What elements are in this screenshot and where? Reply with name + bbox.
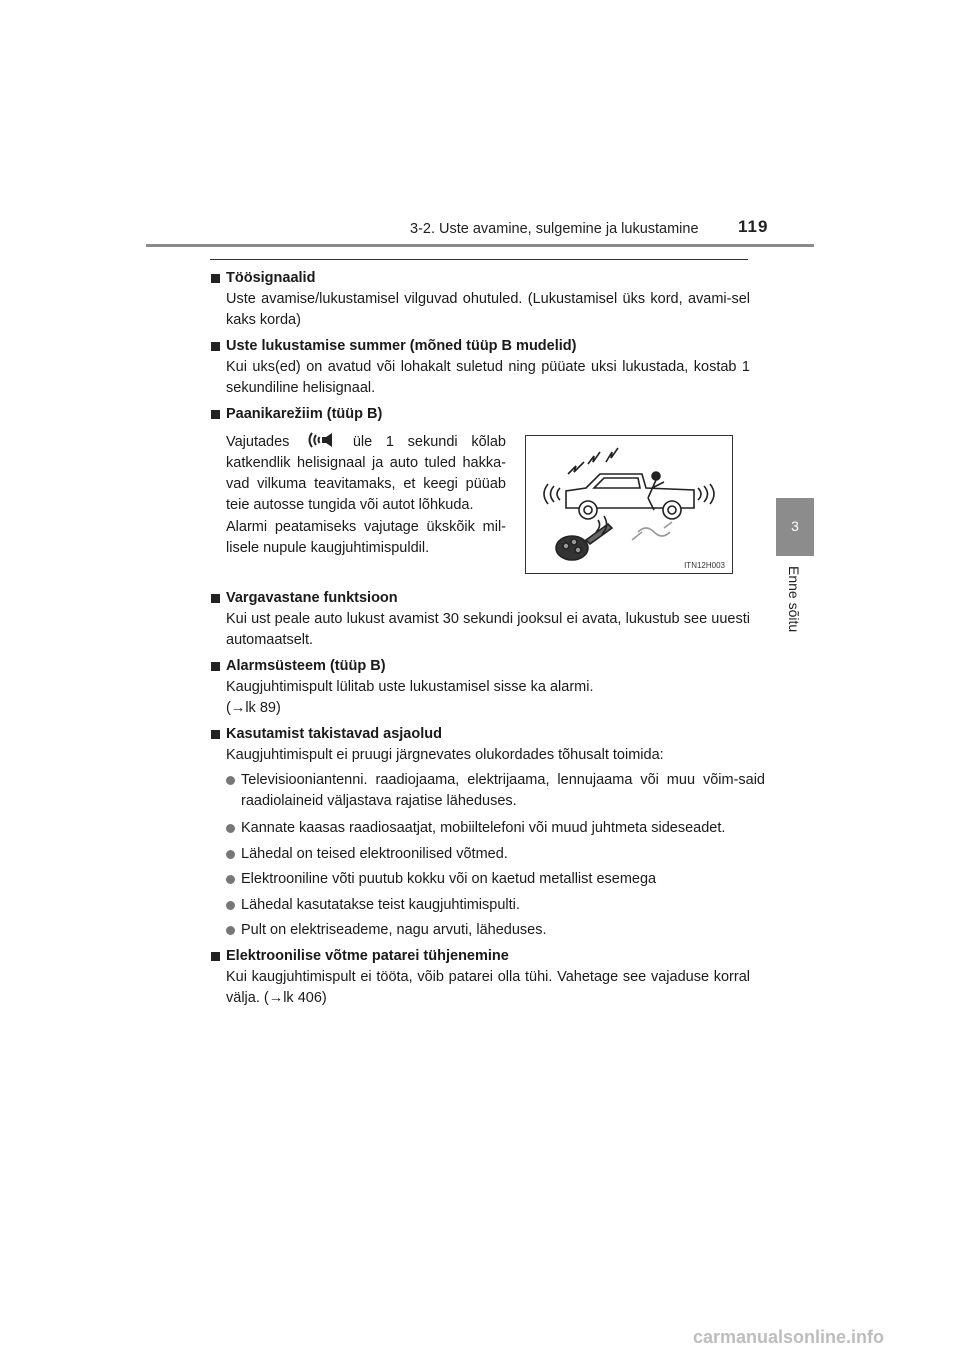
panic-button-icon: [303, 431, 339, 449]
panic-paragraph-2: Alarmi peatamiseks vajutage ükskõik mil-lisele nupule kaugjuhtimispuldil.: [226, 519, 506, 556]
list-item: Elektrooniline võti puutub kokku või on kaetud metallist esemega: [226, 869, 765, 890]
page-reference-link[interactable]: (→lk 89): [226, 700, 281, 716]
section-heading: Uste lukustamise summer (mõned tüüp B mudelid): [226, 338, 577, 354]
square-bullet-icon: [211, 952, 220, 961]
section-anti-theft: [210, 588, 750, 651]
round-bullet-icon: [226, 824, 235, 833]
section-heading: Alarmsüsteem (tüüp B): [226, 658, 386, 674]
header-divider: [146, 244, 814, 247]
figure-caption: ITN12H003: [684, 561, 725, 570]
chapter-tab-label: Enne sõitu: [786, 566, 802, 633]
watermark: carmanualsonline.info: [693, 1327, 885, 1347]
round-bullet-icon: [226, 926, 235, 935]
round-bullet-icon: [226, 875, 235, 884]
square-bullet-icon: [211, 274, 220, 283]
list-item: Lähedal kasutatakse teist kaugjuhtimispulti.: [226, 895, 765, 916]
car-alarm-illustration: [525, 435, 733, 574]
square-bullet-icon: [211, 342, 220, 351]
chapter-tab[interactable]: [776, 498, 814, 556]
section-operation-signals: [210, 268, 750, 331]
page-number: 119: [738, 217, 769, 236]
section-heading: Vargavastane funktsioon: [226, 590, 398, 606]
section-usage-conditions: [210, 724, 750, 766]
content-divider: [210, 259, 748, 260]
header-section-title: 3-2. Uste avamine, sulgemine ja lukustamine: [410, 221, 699, 237]
round-bullet-icon: [226, 776, 235, 785]
chapter-tab-number: 3: [791, 518, 799, 534]
section-body: Kui kaugjuhtimispult ei tööta, võib patarei olla tühi. Vahetage see vajaduse korral välja. (→lk 406): [226, 969, 750, 1006]
section-alarm-system: [210, 656, 750, 719]
section-battery-depletion: [210, 946, 750, 1009]
section-panic-mode: [210, 404, 750, 425]
square-bullet-icon: [211, 594, 220, 603]
square-bullet-icon: [211, 662, 220, 671]
section-lock-buzzer: [210, 336, 750, 399]
list-item: Kannate kaasas raadiosaatjat, mobiiltelefoni või muud juhtmeta sideseadet.: [226, 818, 765, 839]
section-body: Uste avamise/lukustamisel vilguvad ohutuled. (Lukustamisel üks kord, avami-sel kaks korda): [226, 291, 750, 328]
list-item: Pult on elektriseademe, nagu arvuti, läheduses.: [226, 920, 765, 941]
section-body: Kui ust peale auto lukust avamist 30 sekundi jooksul ei avata, lukustub see uuesti automaatselt.: [226, 611, 750, 648]
round-bullet-icon: [226, 850, 235, 859]
section-heading: Kasutamist takistavad asjaolud: [226, 726, 442, 742]
section-heading: Elektroonilise võtme patarei tühjenemine: [226, 948, 509, 964]
square-bullet-icon: [211, 410, 220, 419]
section-body: Kui uks(ed) on avatud või lohakalt suletud ning püüate uksi lukustada, kostab 1 sekundiline helisignaal.: [226, 359, 750, 396]
square-bullet-icon: [211, 730, 220, 739]
panic-paragraph-1: Vajutades üle 1 sekundi kõlab katkendlik helisignaal ja auto tuled hakka-vad vilkuma teavitamaks, et keegi püüab teie autosse tungida või autot lõhkuda.: [226, 431, 506, 516]
section-heading: Paanikarežiim (tüüp B): [226, 406, 383, 422]
round-bullet-icon: [226, 901, 235, 910]
section-body: Kaugjuhtimispult ei pruugi järgnevates olukordades tõhusalt toimida:: [226, 747, 664, 763]
list-item: Televisiooniantenni. raadiojaama, elektrijaama, lennujaama või muu võim-said raadiolaineid väljastava rajatise läheduses.: [226, 770, 765, 812]
list-item: Lähedal on teised elektroonilised võtmed.: [226, 844, 765, 865]
section-body: Kaugjuhtimispult lülitab uste lukustamisel sisse ka alarmi.: [226, 679, 594, 695]
section-heading: Töösignaalid: [226, 270, 316, 286]
